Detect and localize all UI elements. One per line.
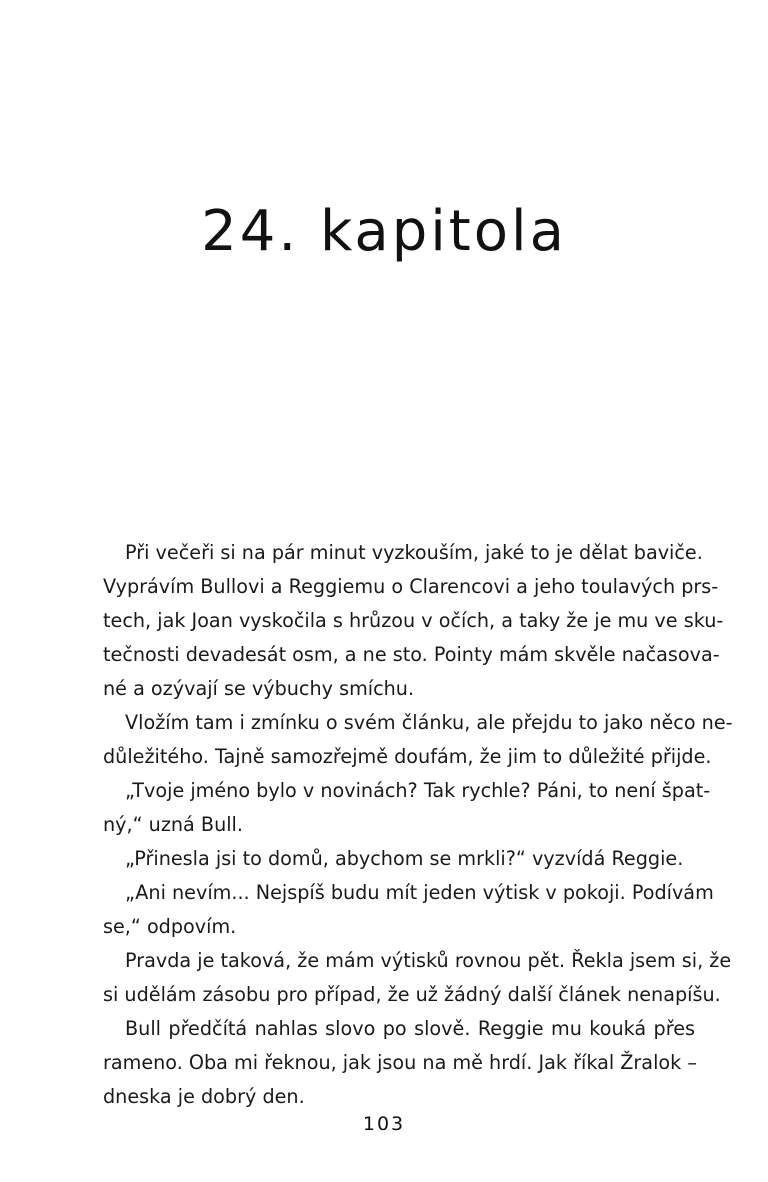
text-line: „Tvoje jméno bylo v novinách? Tak rychle? Páni, to není špat- <box>125 779 711 802</box>
text-line: dneska je dobrý den. <box>103 1085 305 1108</box>
page-number: 103 <box>362 1113 406 1135</box>
text-line: ný,“ uzná Bull. <box>103 813 243 836</box>
text-line: né a ozývají se výbuchy smíchu. <box>103 677 415 700</box>
text-line: si udělám zásobu pro případ, že už žádný další článek nenapíšu. <box>103 983 721 1006</box>
text-line: „Přinesla jsi to domů, abychom se mrkli?“ vyzvídá Reggie. <box>125 847 684 870</box>
text-line: se,“ odpovím. <box>103 915 237 938</box>
text-line: Pravda je taková, že mám výtisků rovnou pět. Řekla jsem si, že <box>125 949 732 972</box>
body-text <box>103 536 733 1114</box>
text-line: Vyprávím Bullovi a Reggiemu o Clarencovi a jeho toulavých prs- <box>103 575 719 598</box>
text-line: Při večeři si na pár minut vyzkouším, jaké to je dělat baviče. <box>125 541 703 564</box>
text-line: důležitého. Tajně samozřejmě doufám, že jim to důležité přijde. <box>103 745 712 768</box>
text-line: Bull předčítá nahlas slovo po slově. Reggie mu kouká přes <box>125 1017 695 1040</box>
text-line: „Ani nevím... Nejspíš budu mít jeden výtisk v pokoji. Podívám <box>125 881 714 904</box>
chapter-title: 24. kapitola <box>201 198 567 264</box>
text-line: rameno. Oba mi řeknou, jak jsou na mě hrdí. Jak říkal Žralok – <box>103 1051 697 1074</box>
text-line: Vložím tam i zmínku o svém článku, ale přejdu to jako něco ne- <box>125 711 733 734</box>
text-line: tech, jak Joan vyskočila s hrůzou v očích, a taky že je mu ve sku- <box>103 609 724 632</box>
text-line: tečnosti devadesát osm, a ne sto. Pointy mám skvěle načasova- <box>103 643 720 666</box>
